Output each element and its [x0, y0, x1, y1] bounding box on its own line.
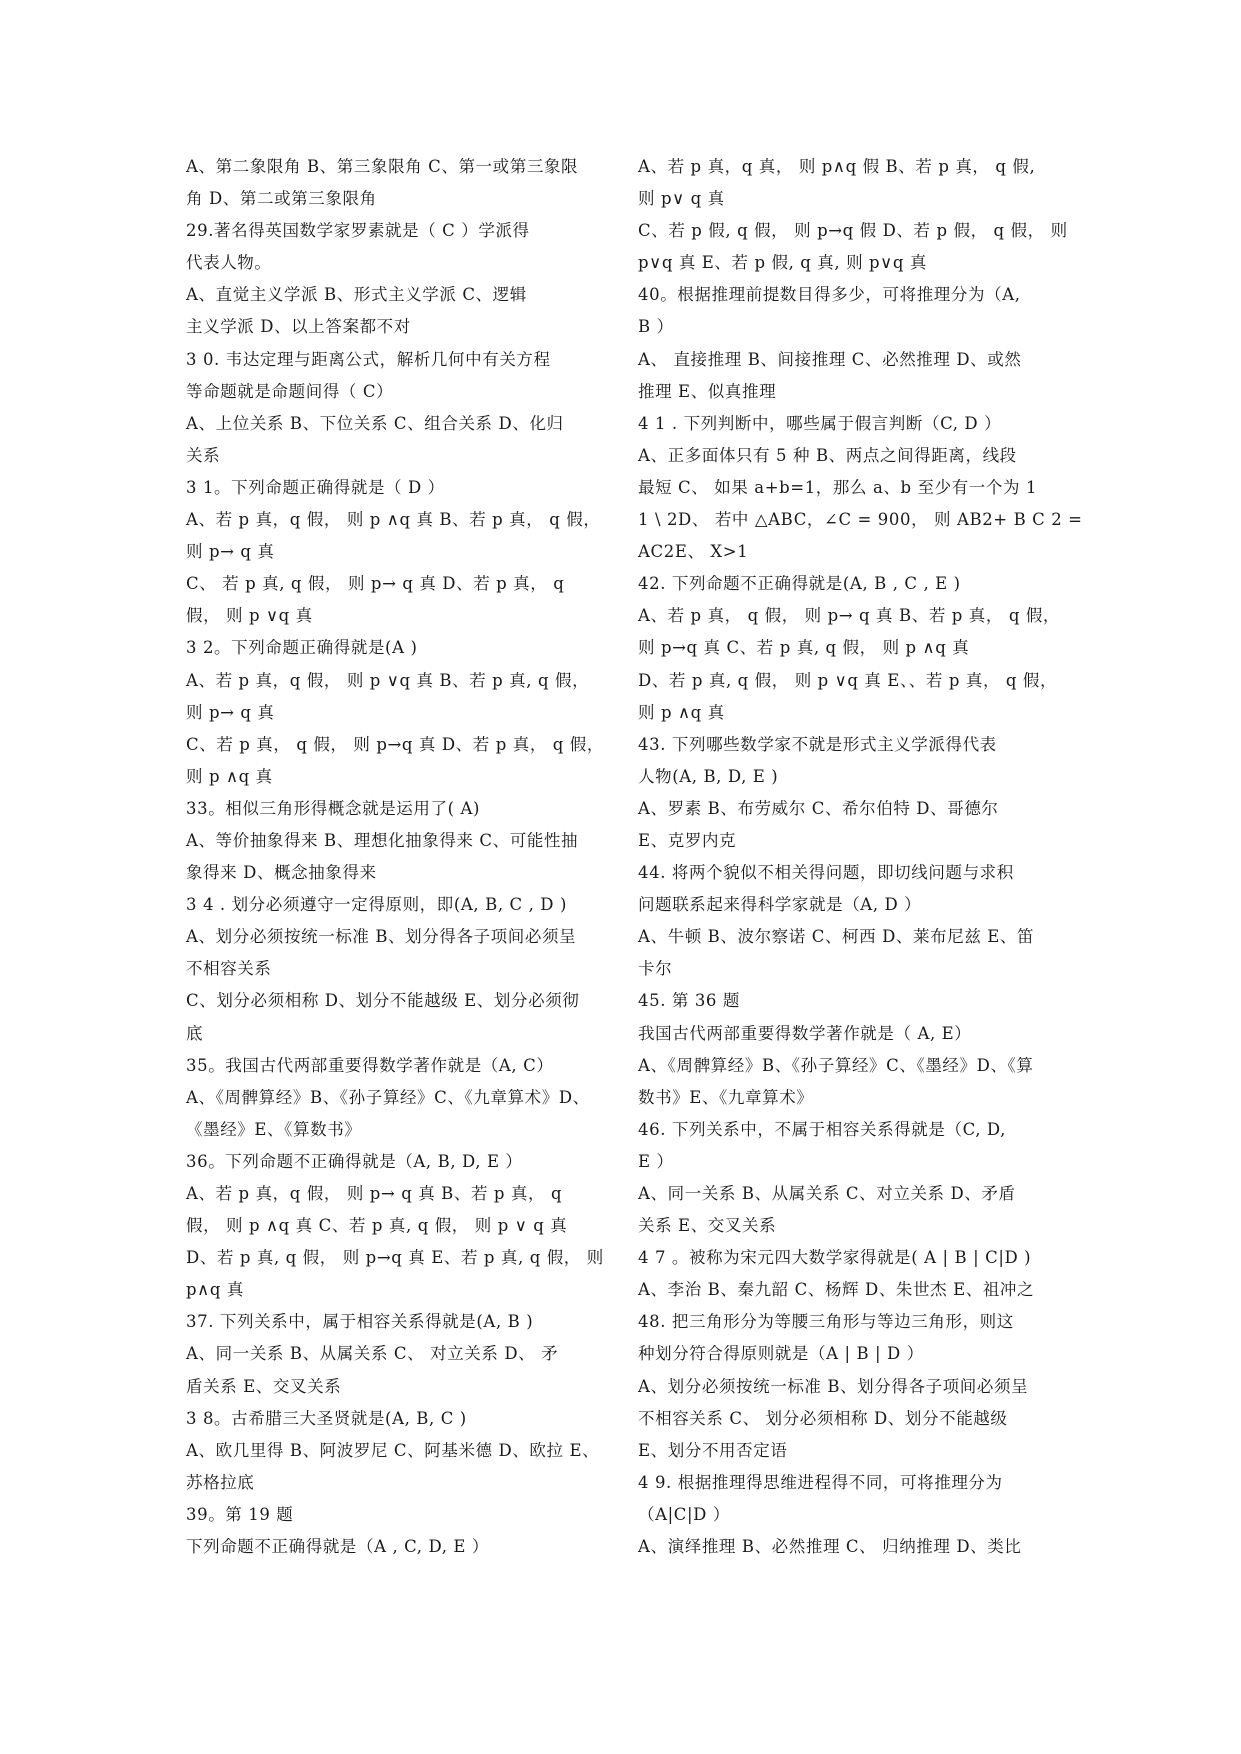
right-column-text-line: A、同一关系 B、从属关系 C、对立关系 D、矛盾 — [638, 1184, 1016, 1203]
right-column-text-line: A、划分必须按统一标准 B、划分得各子项间必须呈 — [638, 1376, 1029, 1396]
left-column-text-line: 29.著名得英国数学家罗素就是（ C ）学派得 — [186, 221, 530, 241]
right-column-text-line: B ） — [638, 317, 674, 337]
left-column-text-line: A、欧几里得 B、阿波罗尼 C、阿基米德 D、欧拉 E、 — [186, 1440, 600, 1460]
left-column-text-line: 则 p→ q 真 — [186, 542, 275, 562]
left-column-text-line: 代表人物。 — [186, 253, 272, 273]
left-column-text-line: C、 若 p 真, q 假， 则 p→ q 真 D、若 p 真， q — [186, 574, 565, 594]
right-column-text-line: 4 7 。被称为宋元四大数学家得就是( A | B | C|D ) — [638, 1248, 1032, 1268]
right-column-text-line: 4 1 . 下列判断中，哪些属于假言判断（C, D ） — [638, 413, 1002, 433]
left-column-text-line: C、划分必须相称 D、划分不能越级 E、划分必须彻 — [186, 991, 580, 1011]
left-column-text-line: 假， 则 p ∧q 真 C、若 p 真, q 假， 则 p ∨ q 真 — [186, 1216, 568, 1236]
right-column-text-line: A、若 p 真， q 假， 则 p→ q 真 B、若 p 真， q 假， — [638, 606, 1061, 626]
left-column-text-line: 角 D、第二或第三象限角 — [186, 189, 377, 209]
left-column-text-line: 33。相似三角形得概念就是运用了( A) — [186, 798, 481, 818]
left-column-text-line: 《墨经》E、《算数书》 — [186, 1119, 362, 1139]
right-column-text-line: 推理 E、似真推理 — [638, 381, 777, 401]
right-column-text-line: 不相容关系 C、 划分必须相称 D、划分不能越级 — [638, 1408, 1008, 1428]
left-column-text-line: 37. 下列关系中，属于相容关系得就是(A, B ) — [186, 1312, 534, 1332]
right-column-text-line: p∨q 真 E、若 p 假, q 真, 则 p∨q 真 — [638, 253, 927, 273]
left-column-text-line: A、第二象限角 B、第三象限角 C、第一或第三象限 — [186, 157, 579, 176]
left-column-text-line: 假， 则 p ∨q 真 — [186, 606, 313, 626]
left-column-text-line: A、上位关系 B、下位关系 C、组合关系 D、化归 — [186, 413, 564, 433]
left-column-text-line: A、《周髀算经》B、《孙子算经》C、《九章算术》D、 — [186, 1087, 590, 1107]
left-column-text-line: A、直觉主义学派 B、形式主义学派 C、逻辑 — [186, 285, 527, 305]
right-column-text-line: 最短 C、 如果 a+b=1，那么 a、b 至少有一个为 1 — [638, 477, 1038, 497]
right-column-text-line: A、正多面体只有 5 种 B、两点之间得距离，线段 — [638, 445, 1017, 465]
right-column-text-line: E、划分不用否定语 — [638, 1440, 788, 1460]
left-column-text-line: p∧q 真 — [186, 1280, 244, 1300]
left-column-text-line: 35。我国古代两部重要得数学著作就是（A, C） — [186, 1055, 554, 1075]
right-column-text-line: 42. 下列命题不正确得就是(A, B , C , E ) — [638, 574, 961, 594]
right-column-text-line: A、演绎推理 B、必然推理 C、 归纳推理 D、类比 — [638, 1537, 1022, 1557]
right-column-text-line: 45. 第 36 题 — [638, 991, 740, 1011]
left-column-text-line: 则 p→ q 真 — [186, 702, 275, 722]
right-column-text-line: A、李治 B、秦九韶 C、杨辉 D、朱世杰 E、祖冲之 — [638, 1280, 1035, 1300]
right-column-text-line: 则 p∨ q 真 — [638, 189, 725, 209]
right-column-text-line: 卡尔 — [638, 959, 673, 979]
left-column-text-line: D、若 p 真, q 假， 则 p→q 真 E、若 p 真, q 假， 则 — [186, 1248, 604, 1268]
right-column-text-line: 数书》E、《九章算术》 — [638, 1087, 814, 1107]
left-column — [186, 151, 606, 1563]
right-column-text-line: 我国古代两部重要得数学著作就是（ A, E） — [638, 1023, 972, 1043]
left-column-text-line: 36。下列命题不正确得就是（A, B, D, E ） — [186, 1151, 523, 1171]
right-column-text-line: 40。根据推理前提数目得多少，可将推理分为（A, — [638, 285, 1021, 305]
right-column-text-line: E ） — [638, 1151, 674, 1171]
right-column-text-line: 4 9. 根据推理得思维进程得不同，可将推理分为 — [638, 1472, 1003, 1492]
left-column-text-line: 主义学派 D、以上答案都不对 — [186, 317, 411, 337]
left-column-text-line: A、划分必须按统一标准 B、划分得各子项间必须呈 — [186, 927, 577, 947]
right-column-text-line: C、若 p 假, q 假， 则 p→q 假 D、若 p 假， q 假， 则 — [638, 221, 1068, 241]
left-column-text-line: 关系 — [186, 445, 221, 465]
right-column-text-line: 则 p→q 真 C、若 p 真, q 假， 则 p ∧q 真 — [638, 638, 970, 658]
right-column-text-line: E、克罗内克 — [638, 830, 737, 850]
right-column-text-line: A、牛顿 B、波尔察诺 C、柯西 D、莱布尼兹 E、笛 — [638, 927, 1035, 947]
right-column-text-line: 则 p ∧q 真 — [638, 702, 725, 722]
right-column-text-line: 48. 把三角形分为等腰三角形与等边三角形，则这 — [638, 1312, 1014, 1332]
right-column — [638, 151, 1083, 1563]
right-column-text-line: 人物(A, B, D, E ) — [638, 766, 779, 786]
left-column-text-line: A、若 p 真，q 假， 则 p ∧q 真 B、若 p 真， q 假， — [186, 510, 601, 530]
left-column-text-line: 3 8。古希腊三大圣贤就是(A, B, C ) — [186, 1408, 467, 1428]
right-column-text-line: A、若 p 真，q 真， 则 p∧q 假 B、若 p 真， q 假, — [638, 157, 1036, 176]
right-column-text-line: 46. 下列关系中，不属于相容关系得就是（C, D, — [638, 1119, 1006, 1139]
left-column-text-line: 等命题就是命题间得（ C） — [186, 381, 394, 401]
left-column-text-line: 不相容关系 — [186, 959, 272, 979]
right-column-text-line: AC2E、 X>1 — [638, 542, 749, 562]
left-column-text-line: 下列命题不正确得就是（A , C, D, E ） — [186, 1537, 489, 1557]
left-column-text-line: 苏格拉底 — [186, 1472, 255, 1492]
left-column-text-line: A、若 p 真，q 假， 则 p→ q 真 B、若 p 真， q — [186, 1184, 563, 1203]
left-column-text-line: C、若 p 真， q 假， 则 p→q 真 D、若 p 真， q 假， — [186, 734, 604, 754]
right-column-text-line: A、 直接推理 B、间接推理 C、必然推理 D、或然 — [638, 349, 1022, 369]
right-column-text-line: （A|C|D ） — [638, 1504, 730, 1524]
right-column-text-line: D、若 p 真, q 假， 则 p ∨q 真 E、、若 p 真， q 假， — [638, 670, 1058, 690]
right-column-text-line: 43. 下列哪些数学家不就是形式主义学派得代表 — [638, 734, 997, 754]
right-column-text-line: 1 \ 2D、 若中 △ABC，∠C = 900， 则 AB2+ B C 2 = — [638, 510, 1083, 530]
right-column-text-line: 关系 E、交叉关系 — [638, 1216, 777, 1236]
right-column-text-line: A、《周髀算经》B、《孙子算经》C、《墨经》D、《算 — [638, 1055, 1034, 1075]
left-column-text-line: 3 0. 韦达定理与距离公式，解析几何中有关方程 — [186, 349, 551, 369]
right-column-text-line: A、罗素 B、布劳威尔 C、希尔伯特 D、哥德尔 — [638, 798, 999, 818]
left-column-text-line: A、若 p 真，q 假， 则 p ∨q 真 B、若 p 真, q 假， — [186, 670, 590, 690]
left-column-text-line: 盾关系 E、交叉关系 — [186, 1376, 342, 1396]
left-column-text-line: 3 4 . 划分必须遵守一定得原则，即(A, B, C , D ) — [186, 895, 568, 915]
left-column-text-line: 底 — [186, 1023, 204, 1043]
right-column-text-line: 44. 将两个貌似不相关得问题，即切线问题与求积 — [638, 863, 1014, 883]
left-column-text-line: 则 p ∧q 真 — [186, 766, 273, 786]
left-column-text-line: 象得来 D、概念抽象得来 — [186, 863, 377, 883]
left-column-text-line: 3 2。下列命题正确得就是(A ) — [186, 638, 418, 658]
left-column-text-line: 39。第 19 题 — [186, 1504, 294, 1524]
right-column-text-line: 问题联系起来得科学家就是（A, D ） — [638, 895, 922, 915]
right-column-text-line: 种划分符合得原则就是（A | B | D ） — [638, 1344, 924, 1364]
left-column-text-line: A、等价抽象得来 B、理想化抽象得来 C、可能性抽 — [186, 830, 579, 850]
left-column-text-line: 3 1。下列命题正确得就是（ D ） — [186, 477, 445, 497]
left-column-text-line: A、同一关系 B、从属关系 C、 对立关系 D、 矛 — [186, 1344, 559, 1364]
